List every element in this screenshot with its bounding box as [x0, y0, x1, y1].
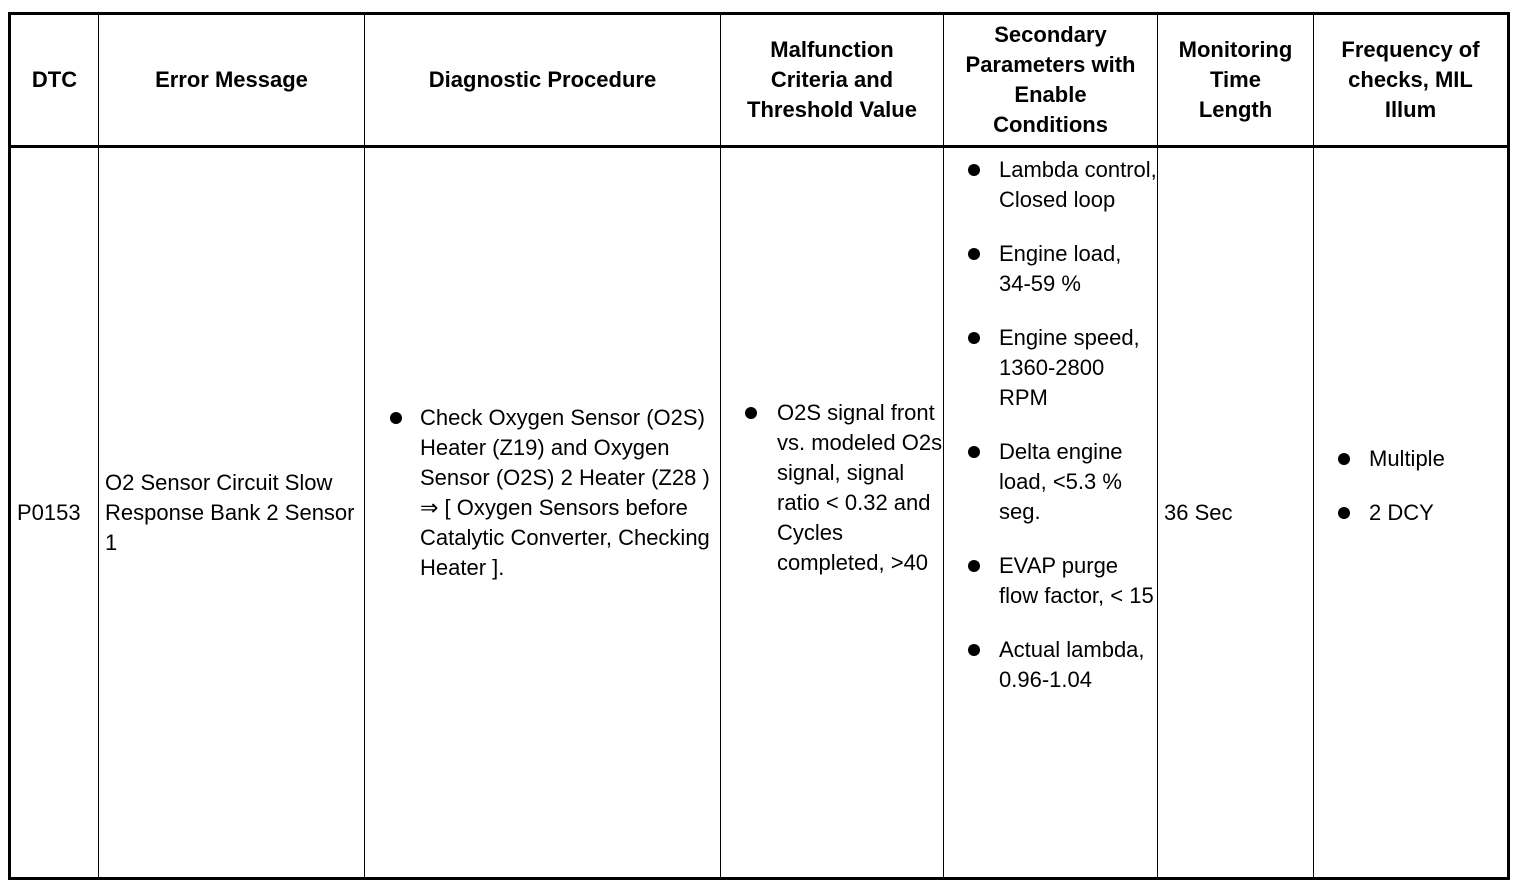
cell-dtc — [10, 147, 99, 879]
secondary-parameters-list — [944, 155, 1157, 695]
error-message-text: O2 Sensor Circuit Slow Response Bank 2 Sensor 1 — [105, 469, 355, 555]
cell-malfunction-criteria — [721, 147, 944, 879]
header-secondary-line: Enable — [1014, 82, 1087, 107]
header-frequency-line: Frequency of — [1341, 37, 1480, 62]
cell-frequency — [1314, 147, 1509, 879]
cell-secondary-parameters — [944, 147, 1158, 879]
header-row — [10, 14, 1509, 147]
cell-diagnostic-procedure — [365, 147, 721, 879]
header-dtc: DTC — [10, 14, 99, 147]
header-monitoring-line: Length — [1198, 97, 1273, 122]
header-frequency-line: Illum — [1384, 97, 1437, 122]
procedure-list — [365, 403, 720, 583]
list-item: Actual lambda, 0.96-1.04 — [944, 635, 1157, 695]
header-error-message: Error Message — [99, 14, 365, 147]
table-row — [10, 147, 1509, 879]
header-malfunction-line: Criteria and — [770, 67, 894, 92]
header-monitoring-line: Time — [1210, 67, 1261, 92]
cell-error-message — [99, 147, 365, 879]
list-item: EVAP purge flow factor, < 15 — [944, 551, 1157, 611]
list-item: Multiple — [1314, 444, 1507, 474]
header-frequency-line: checks, MIL — [1348, 67, 1473, 92]
header-secondary-line: Parameters with — [965, 52, 1136, 77]
header-malfunction-criteria — [721, 14, 944, 147]
list-item: Check Oxygen Sensor (O2S) Heater (Z19) and Oxygen Sensor (O2S) 2 Heater (Z28 ) ⇒ [ Oxygen Sensors before Catalytic Converter, Checking Heater ]. — [365, 403, 720, 583]
header-monitoring-line: Monitoring — [1178, 37, 1293, 62]
header-malfunction-line: Threshold Value — [747, 97, 917, 122]
header-monitoring-time — [1158, 14, 1314, 147]
malfunction-list — [721, 398, 943, 578]
list-item: O2S signal front vs. modeled O2s signal, signal ratio < 0.32 and Cycles completed, >40 — [721, 398, 943, 578]
list-item: Lambda control, Closed loop — [944, 155, 1157, 215]
header-secondary-parameters — [944, 14, 1158, 147]
header-secondary-line: Conditions — [993, 112, 1108, 137]
list-item: Delta engine load, <5.3 % seg. — [944, 437, 1157, 527]
header-malfunction-line: Malfunction — [770, 37, 894, 62]
cell-monitoring-time — [1158, 147, 1314, 879]
dtc-table — [8, 12, 1510, 880]
frequency-list — [1314, 444, 1507, 528]
list-item: Engine load, 34-59 % — [944, 239, 1157, 299]
header-secondary-line: Secondary — [994, 22, 1107, 47]
header-frequency — [1314, 14, 1509, 147]
header-diagnostic-procedure: Diagnostic Procedure — [365, 14, 721, 147]
monitoring-time-value: 36 Sec — [1164, 499, 1233, 525]
list-item: 2 DCY — [1314, 498, 1507, 528]
list-item: Engine speed, 1360-2800 RPM — [944, 323, 1157, 413]
dtc-code: P0153 — [17, 499, 81, 525]
